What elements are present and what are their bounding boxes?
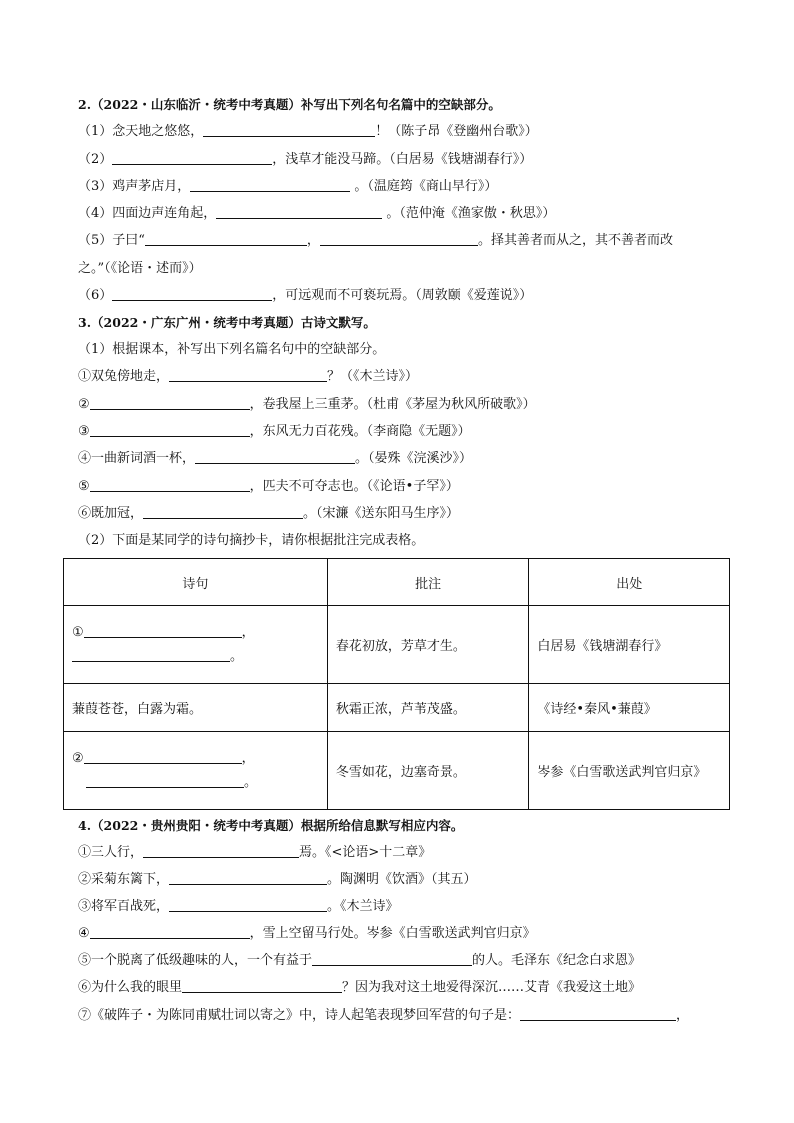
- q4-item-3: [78, 899, 399, 915]
- q4-item-3-blank[interactable]: [169, 899, 327, 912]
- table-row: [64, 732, 730, 810]
- q4-heading: 4.（2022・贵州贵阳・统考中考真题）根据所给信息默写相应内容。: [78, 818, 464, 833]
- q2-item-5-comma: ，: [306, 233, 320, 248]
- q3-item-6: [78, 506, 459, 522]
- q4-item-7-suffix: ，: [676, 1008, 690, 1023]
- q3-item-2: [78, 397, 536, 413]
- verse-blank-1[interactable]: [84, 751, 242, 764]
- q2-item-3-prefix: （3）鸡声茅店月，: [78, 179, 191, 194]
- q2-item-2: [78, 152, 532, 168]
- q4-item-5-suffix: 的人。毛泽东《纪念白求恩》: [472, 953, 642, 968]
- q4-item-6: [78, 980, 641, 996]
- q4-item-6-suffix: ？因为我对这土地爱得深沉……艾青《我爱这土地》: [342, 980, 642, 995]
- q4-item-7-prefix: ⑦《破阵子・为陈同甫赋壮词以寄之》中，诗人起笔表现梦回军营的句子是：: [78, 1008, 521, 1023]
- q2-item-4-blank[interactable]: [216, 206, 382, 219]
- q3-item-3: [78, 424, 471, 440]
- q3-item-6-blank[interactable]: [143, 506, 303, 519]
- q4-item-1-prefix: ①三人行，: [78, 845, 144, 860]
- q2-item-6-suffix: ，可远观而不可亵玩焉。（周敦颐《爱莲说》）: [272, 288, 533, 303]
- verse-blank-1[interactable]: [84, 625, 242, 638]
- q3-item-5-suffix: ，匹夫不可夺志也。（《论语•子罕》）: [249, 479, 459, 494]
- verse-period: 。: [230, 648, 244, 664]
- q2-item-6-prefix: （6）: [78, 288, 113, 303]
- verse-comma: ，: [241, 750, 255, 766]
- q3-item-1-blank[interactable]: [169, 369, 327, 382]
- table-cell-verse: [64, 732, 328, 810]
- table-cell-note: 秋霜正浓，芦苇茂盛。: [327, 684, 529, 732]
- q3-item-4-blank[interactable]: [195, 451, 355, 464]
- q4-item-4-prefix: ④: [78, 926, 90, 941]
- q2-item-6: [78, 288, 532, 304]
- q3-item-6-prefix: ⑥既加冠，: [78, 506, 144, 521]
- q3-item-2-suffix: ，卷我屋上三重茅。（杜甫《茅屋为秋风所破歌》）: [249, 397, 536, 412]
- q3-item-3-blank[interactable]: [90, 424, 250, 437]
- q3-item-1-suffix: ？（《木兰诗》）: [327, 369, 419, 384]
- q4-item-3-prefix: ③将军百战死，: [78, 899, 170, 914]
- q2-item-5-cont: 之。”（《论语・述而》）: [78, 261, 202, 276]
- q4-item-4: [78, 926, 536, 942]
- q4-item-2: [78, 872, 477, 888]
- table-header-source: 出处: [529, 559, 730, 606]
- q2-item-1-prefix: （1）念天地之悠悠，: [78, 124, 204, 139]
- verse-line-1: [72, 625, 319, 641]
- q4-item-5: [78, 953, 641, 969]
- q4-item-2-suffix: 。陶渊明《饮酒》（其五）: [327, 872, 477, 887]
- q4-item-2-prefix: ②采菊东篱下，: [78, 872, 170, 887]
- q2-item-1-blank[interactable]: [203, 124, 375, 137]
- table-header-row: [64, 559, 730, 606]
- table-cell-verse: [64, 606, 328, 684]
- q2-item-6-blank[interactable]: [112, 288, 272, 301]
- table-row: [64, 684, 730, 732]
- table-cell-source: 岑参《白雪歌送武判官归京》: [529, 732, 730, 810]
- q3-item-4-prefix: ④一曲新词酒一杯，: [78, 451, 196, 466]
- table-cell-note: 冬雪如花，边塞奇景。: [327, 732, 529, 810]
- q2-item-2-blank[interactable]: [112, 152, 272, 165]
- q4-item-7: [78, 1008, 689, 1024]
- q3-item-4-suffix: 。（晏殊《浣溪沙》）: [355, 451, 473, 466]
- q3-item-1: [78, 369, 418, 385]
- q4-item-1: [78, 845, 431, 861]
- q4-item-6-blank[interactable]: [182, 980, 342, 993]
- table-cell-source: 白居易《钱塘湖春行》: [529, 606, 730, 684]
- q3-item-5: [78, 479, 459, 495]
- table-row: [64, 606, 730, 684]
- verse-line-2: [72, 649, 319, 665]
- table-header-note: 批注: [327, 559, 529, 606]
- verse-line-2: [72, 775, 319, 791]
- q3-item-4: [78, 451, 472, 467]
- q3-item-3-suffix: ，东风无力百花残。（李商隐《无题》）: [249, 424, 471, 439]
- verse-blank-2[interactable]: [86, 775, 244, 788]
- table-cell-source: 《诗经•秦风•蒹葭》: [529, 684, 730, 732]
- verse-marker: ①: [72, 624, 84, 640]
- verse-marker: ②: [72, 750, 84, 766]
- q3-item-1-prefix: ①双兔傍地走，: [78, 369, 170, 384]
- q2-item-1: [78, 124, 538, 140]
- q2-item-4: [78, 206, 555, 222]
- q2-heading: 2.（2022・山东临沂・统考中考真题）补写出下列名句名篇中的空缺部分。: [78, 97, 501, 112]
- q4-item-4-suffix: ，雪上空留马行处。岑参《白雪歌送武判官归京》: [249, 926, 536, 941]
- q2-item-1-suffix: ！（陈子昂《登幽州台歌》）: [375, 124, 538, 139]
- table-header-verse: 诗句: [64, 559, 328, 606]
- q3-item-3-prefix: ③: [78, 424, 90, 439]
- table-cell-note: 春花初放，芳草才生。: [327, 606, 529, 684]
- q2-item-5-blank-a[interactable]: [145, 233, 307, 246]
- q4-item-5-blank[interactable]: [312, 953, 472, 966]
- q3-sub2: （2）下面是某同学的诗句摘抄卡，请你根据批注完成表格。: [78, 533, 425, 548]
- q4-item-1-blank[interactable]: [143, 845, 299, 858]
- verse-period: 。: [244, 774, 258, 790]
- q2-item-4-suffix: 。（范仲淹《渔家傲・秋思》）: [382, 206, 556, 221]
- q3-item-2-blank[interactable]: [90, 397, 250, 410]
- q2-item-5-blank-b[interactable]: [320, 233, 478, 246]
- q4-item-6-prefix: ⑥为什么我的眼里: [78, 980, 183, 995]
- q4-item-7-blank[interactable]: [520, 1008, 676, 1021]
- verse-comma: ，: [241, 624, 255, 640]
- q3-sub1: （1）根据课本，补写出下列名篇名句中的空缺部分。: [78, 342, 386, 357]
- q4-item-3-suffix: 。《木兰诗》: [327, 899, 399, 914]
- q3-item-6-suffix: 。（宋濂《送东阳马生序》）: [303, 506, 460, 521]
- q2-item-3-suffix: 。（温庭筠《商山早行》）: [350, 179, 498, 194]
- q4-item-1-suffix: 焉。《<论语>十二章》: [299, 845, 432, 860]
- q3-item-5-prefix: ⑤: [78, 479, 90, 494]
- q4-item-5-prefix: ⑤一个脱离了低级趣味的人，一个有益于: [78, 953, 313, 968]
- q2-item-5-prefix: （5）子曰“: [78, 233, 145, 248]
- q4-item-4-blank[interactable]: [90, 926, 250, 939]
- q3-item-2-prefix: ②: [78, 397, 90, 412]
- q3-heading: 3.（2022・广东广州・统考中考真题）古诗文默写。: [78, 315, 376, 330]
- verse-line-1: [72, 751, 319, 767]
- q2-item-2-prefix: （2）: [78, 152, 113, 167]
- q2-item-5: [78, 233, 673, 249]
- q4-item-2-blank[interactable]: [169, 872, 327, 885]
- table-cell-verse: 蒹葭苍苍，白露为霜。: [64, 684, 328, 732]
- q3-item-5-blank[interactable]: [90, 479, 250, 492]
- verse-blank-2[interactable]: [72, 649, 230, 662]
- q2-item-4-prefix: （4）四面边声连角起，: [78, 206, 217, 221]
- excerpt-card-table: [63, 558, 730, 810]
- q2-item-3-blank[interactable]: [190, 179, 350, 192]
- q2-item-3: [78, 179, 497, 195]
- q2-item-2-suffix: ，浅草才能没马蹄。（白居易《钱塘湖春行》）: [272, 152, 533, 167]
- q2-item-5-suffix: 。择其善者而从之，其不善者而改: [477, 233, 673, 248]
